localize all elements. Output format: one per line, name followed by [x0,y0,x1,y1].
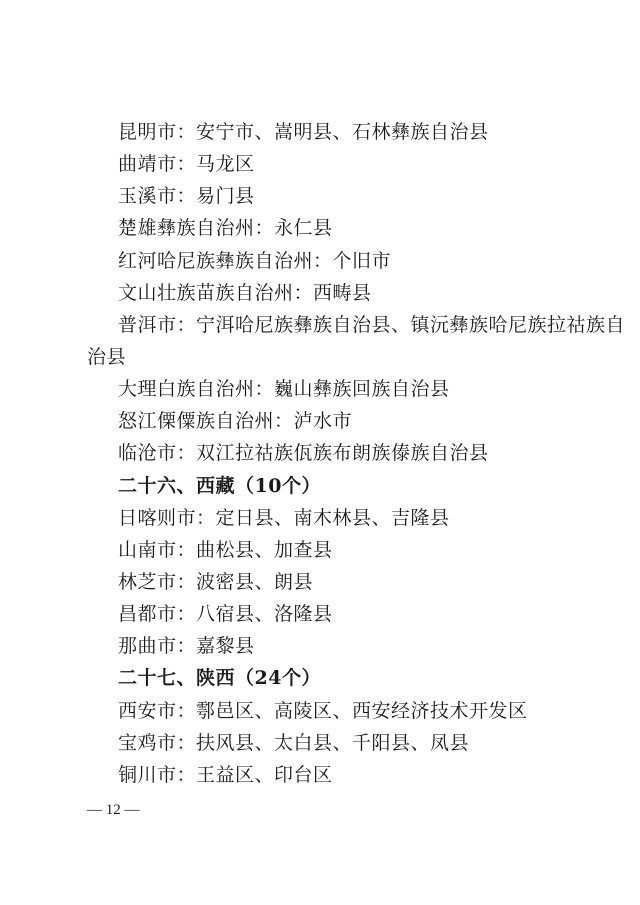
text-line-rikaze: 日喀则市：定日县、南木林县、吉隆县 [118,507,450,529]
section-heading-xizang: 二十六、西藏（10个） [118,475,321,497]
text-line-lincang: 临沧市：双江拉祜族佤族布朗族傣族自治县 [118,442,489,464]
text-line-puer-continued: 治县 [87,346,127,368]
page-number: — 12 — [87,802,140,818]
text-line-yuxi: 玉溪市：易门县 [118,185,255,207]
text-line-puer: 普洱市：宁洱哈尼族彝族自治县、镇沅彝族哈尼族拉祜族自 [118,314,626,336]
text-line-honghe: 红河哈尼族彝族自治州：个旧市 [118,250,392,272]
text-line-baoji: 宝鸡市：扶风县、太白县、千阳县、凤县 [118,732,470,754]
text-line-tongchuan: 铜川市：王益区、印台区 [118,764,333,786]
text-line-naqu: 那曲市：嘉黎县 [118,635,255,657]
text-line-linzhi: 林芝市：波密县、朗县 [118,571,314,593]
text-line-nujiang: 怒江傈僳族自治州：泸水市 [118,410,353,432]
text-line-wenshan: 文山壮族苗族自治州：西畴县 [118,282,372,304]
text-line-kunming: 昆明市：安宁市、嵩明县、石林彝族自治县 [118,121,489,143]
text-line-dali: 大理白族自治州：巍山彝族回族自治县 [118,378,450,400]
text-line-shannan: 山南市：曲松县、加查县 [118,539,333,561]
text-line-qujing: 曲靖市：马龙区 [118,153,255,175]
text-line-chuxiong: 楚雄彝族自治州：永仁县 [118,217,333,239]
text-line-changdu: 昌都市：八宿县、洛隆县 [118,603,333,625]
section-heading-shaanxi: 二十七、陕西（24个） [118,667,321,689]
text-line-xian: 西安市：鄠邑区、高陵区、西安经济技术开发区 [118,700,528,722]
